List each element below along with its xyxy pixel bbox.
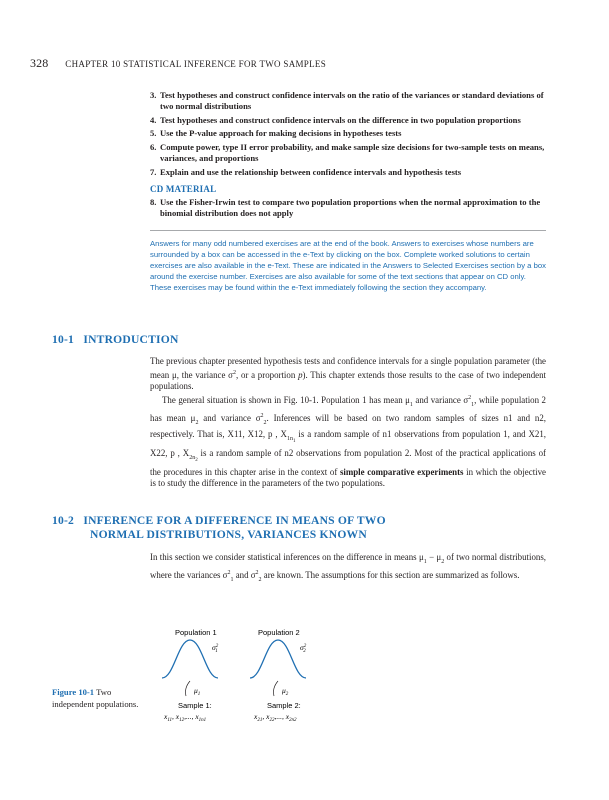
sample-2-observations: $x_{21}$, $x_{22}$,..., $x_{2n2}$ bbox=[254, 712, 297, 723]
normal-curve-1 bbox=[162, 640, 218, 678]
divider bbox=[150, 230, 546, 231]
paragraph: In this section we consider statistical inferences on the difference in means $\mu_1 - \mu_2$ of two normal distributions, where the variances $\sigma^2_1$ and $\sigma^2_2$ are known. The assumptions for this section are summarized as follows. bbox=[150, 552, 547, 584]
cd-material-item: 8. Use the Fisher-Irwin test to compare two population proportions when the normal approximation to the binomial distribution does not apply bbox=[150, 197, 541, 219]
figure-caption bbox=[52, 687, 144, 710]
normal-curve-2 bbox=[250, 640, 306, 678]
sample-2-label: Sample 2: bbox=[267, 701, 301, 710]
cd-material-list bbox=[150, 197, 546, 222]
mu2-label: $\mu_2$ bbox=[282, 686, 289, 697]
mu1-label: $\mu_1$ bbox=[194, 686, 201, 697]
objective-item: 7. Explain and use the relationship between confidence intervals and hypothesis tests bbox=[150, 166, 462, 177]
chapter-title: CHAPTER 10 STATISTICAL INFERENCE FOR TWO SAMPLES bbox=[65, 59, 326, 69]
sigma1-squared-label: $\sigma^2$ 1 bbox=[212, 643, 219, 654]
section-heading-10-1: 10-1 INTRODUCTION bbox=[52, 333, 179, 346]
paragraph: The general situation is shown in Fig. 10-1. Population 1 has mean $\mu_1$ and variance $\sigma^2_1$, while population 2 has mean $\mu_2$ and variance $\sigma^2_2$. Inferences will be based on two random samples of sizes n1 and n2, respectively. That is, X11, X12, p , $X_{1n_1}$ is a random sample of n1 observations from population 1, and X21, X22, p , $X_{2n_2}$ is a random sample of n2 observations from population 2. Most of the practical applications of the procedures in this chapter arise in the context of simple comparative experiments in which the objective is to study the difference in the parameters of the two populations. bbox=[150, 394, 546, 489]
pointer-mu1 bbox=[186, 681, 191, 696]
section-10-2-body bbox=[150, 552, 546, 587]
section-heading-10-2: 10-2 INFERENCE FOR A DIFFERENCE IN MEANS OF TWO NORMAL DISTRIBUTIONS, VARIANCES KNOWN bbox=[52, 514, 386, 541]
figure-label: Figure 10-1 bbox=[52, 687, 95, 697]
objective-item: 5. Use the P-value approach for making decisions in hypotheses tests bbox=[150, 128, 402, 139]
paragraph: The previous chapter presented hypothesis tests and confidence intervals for a single population parameter (the mean μ, the variance $\sigma^2$, or a proportion p). This chapter extends those results to the case of two independent populations. bbox=[150, 356, 546, 392]
cd-material-heading: CD MATERIAL bbox=[150, 184, 217, 194]
page-header bbox=[30, 56, 326, 71]
objective-item: 6. Compute power, type II error probability, and make sample size decisions for two-sample tests on means, variances, and proportions bbox=[150, 141, 545, 163]
pointer-mu2 bbox=[274, 681, 279, 696]
sample-1-label: Sample 1: bbox=[178, 701, 212, 710]
population-2-label: Population 2 bbox=[258, 628, 300, 637]
objective-item: 3. Test hypotheses and construct confidence intervals on the ratio of the variances or standard deviations of two normal distributions bbox=[150, 90, 544, 112]
population-1-label: Population 1 bbox=[175, 628, 217, 637]
objectives-list bbox=[150, 90, 546, 180]
page-number: 328 bbox=[30, 56, 49, 70]
sigma2-squared-label: $\sigma^2$ 2 bbox=[300, 643, 307, 654]
figure-two-populations bbox=[150, 618, 380, 728]
objective-item: 4. Test hypotheses and construct confidence intervals on the difference in two population proportions bbox=[150, 114, 521, 125]
section-10-1-body bbox=[150, 356, 546, 490]
answers-note: Answers for many odd numbered exercises are at the end of the book. Answers to exercises whose numbers are surrounded by a box can be accessed in the e-Text by clicking on the box. Complete worked solutions to certain exercises are also available in the e-Text. These are indicated in the Answers to Selected Exercises section by a box around the exercise number. Exercises are also available for some of the text sections that appear on CD only. These exercises may be found within the e-Text immediately following the section they accompany. bbox=[150, 239, 546, 293]
sample-1-observations: $x_{11}$, $x_{12}$,..., $x_{1n1}$ bbox=[164, 712, 207, 723]
figure-caption-text: Two independent populations. bbox=[52, 687, 139, 709]
